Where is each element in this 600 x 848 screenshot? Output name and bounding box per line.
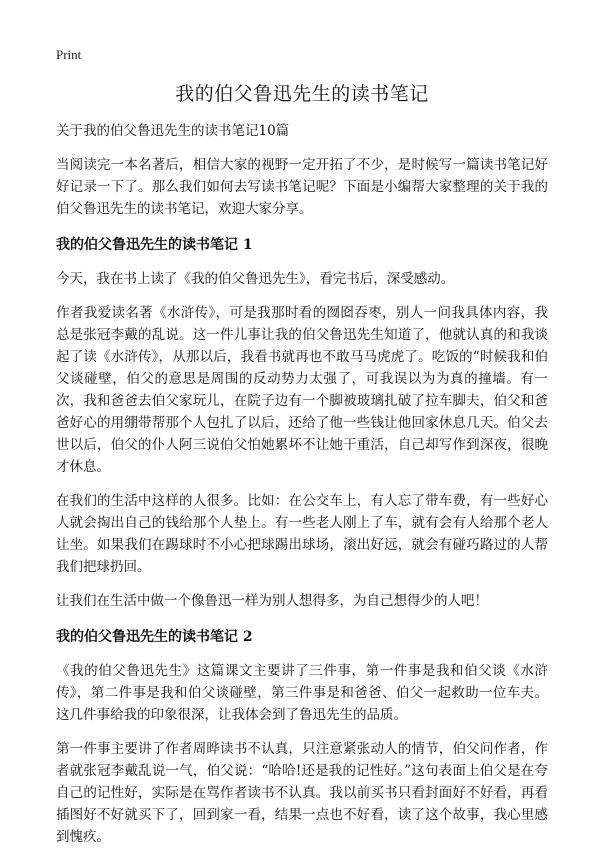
section-1-paragraph-1: 今天，我在书上读了《我的伯父鲁迅先生》，看完书后，深受感动。 [56, 271, 455, 287]
document-page [56, 44, 548, 848]
section-heading-2: 我的伯父鲁迅先生的读书笔记 2 [56, 629, 253, 645]
section-1-paragraph-2: 作者我爱读名著《水浒传》，可是我那时看的囫囵吞枣，别人一问我具体内容，我总是张冠李戴的乱说。这一件儿事让我的伯父鲁迅先生知道了，他就认真的和我谈起了读《水浒传》，从那以后，我看书就再也不敢马马虎虎了。吃饭的“时候我和伯父谈碰壁，伯父的意思是周围的反动势力太强了，可我误以为为真的撞墙。有一次，我和爸爸去伯父家玩儿，在院子边有一个脚被玻璃扎破了拉车脚夫，伯父和爸爸好心的用绷带帮那个人包扎了以后，还给了他一些钱让他回家休息几天。伯父去世以后，伯父的仆人阿三说伯父怕她累坏不让她干重活，自己却写作到深夜，很晚才休息。 [56, 305, 548, 475]
document-subtitle: 关于我的伯父鲁迅先生的读书笔记10篇 [56, 123, 290, 139]
section-2-paragraph-2: 第一件事主要讲了作者周晔读书不认真，只注意紧张动人的情节，伯父问作者，作者就张冠李戴乱说一气，伯父说：“哈哈!还是我的记性好。”这句表面上伯父是在夸自己的记性好，实际是在骂作者读书不认真。我以前买书只看封面好不好看，再看插图好不好就买下了，回到家一看，结果一点也不好看，读了这个故事，我心里感到愧疚。 [56, 741, 548, 845]
section-2-paragraph-1: 《我的伯父鲁迅先生》这篇课文主要讲了三件事，第一件事是我和伯父谈《水浒传》，第二件事是我和伯父谈碰壁，第三件事是和爸爸、伯父一起救助一位车夫。这几件事给我的印象很深，让我体会到了鲁迅先生的品质。 [56, 663, 548, 723]
intro-paragraph: 当阅读完一本名著后，相信大家的视野一定开拓了不少，是时候写一篇读书笔记好好记录一下了。那么我们如何去写读书笔记呢？下面是小编帮大家整理的关于我的伯父鲁迅先生的读书笔记，欢迎大家分享。 [56, 157, 548, 217]
section-heading-1: 我的伯父鲁迅先生的读书笔记 1 [56, 237, 253, 253]
section-1-paragraph-4: 让我们在生活中做一个像鲁迅一样为别人想得多，为自己想得少的人吧！ [56, 593, 488, 609]
document-title: 我的伯父鲁迅先生的读书笔记 [175, 83, 429, 105]
print-link[interactable]: Print [56, 47, 82, 62]
section-1-paragraph-3: 在我们的生活中这样的人很多。比如：在公交车上，有人忘了带车费，有一些好心人就会掏出自己的钱给那个人垫上。有一些老人刚上了车，就有会有人给那个老人让坐。如果我们在踢球时不小心把球踢出球场，滚出好远，就会有碰巧路过的人帮我们把球扔回。 [56, 493, 548, 575]
